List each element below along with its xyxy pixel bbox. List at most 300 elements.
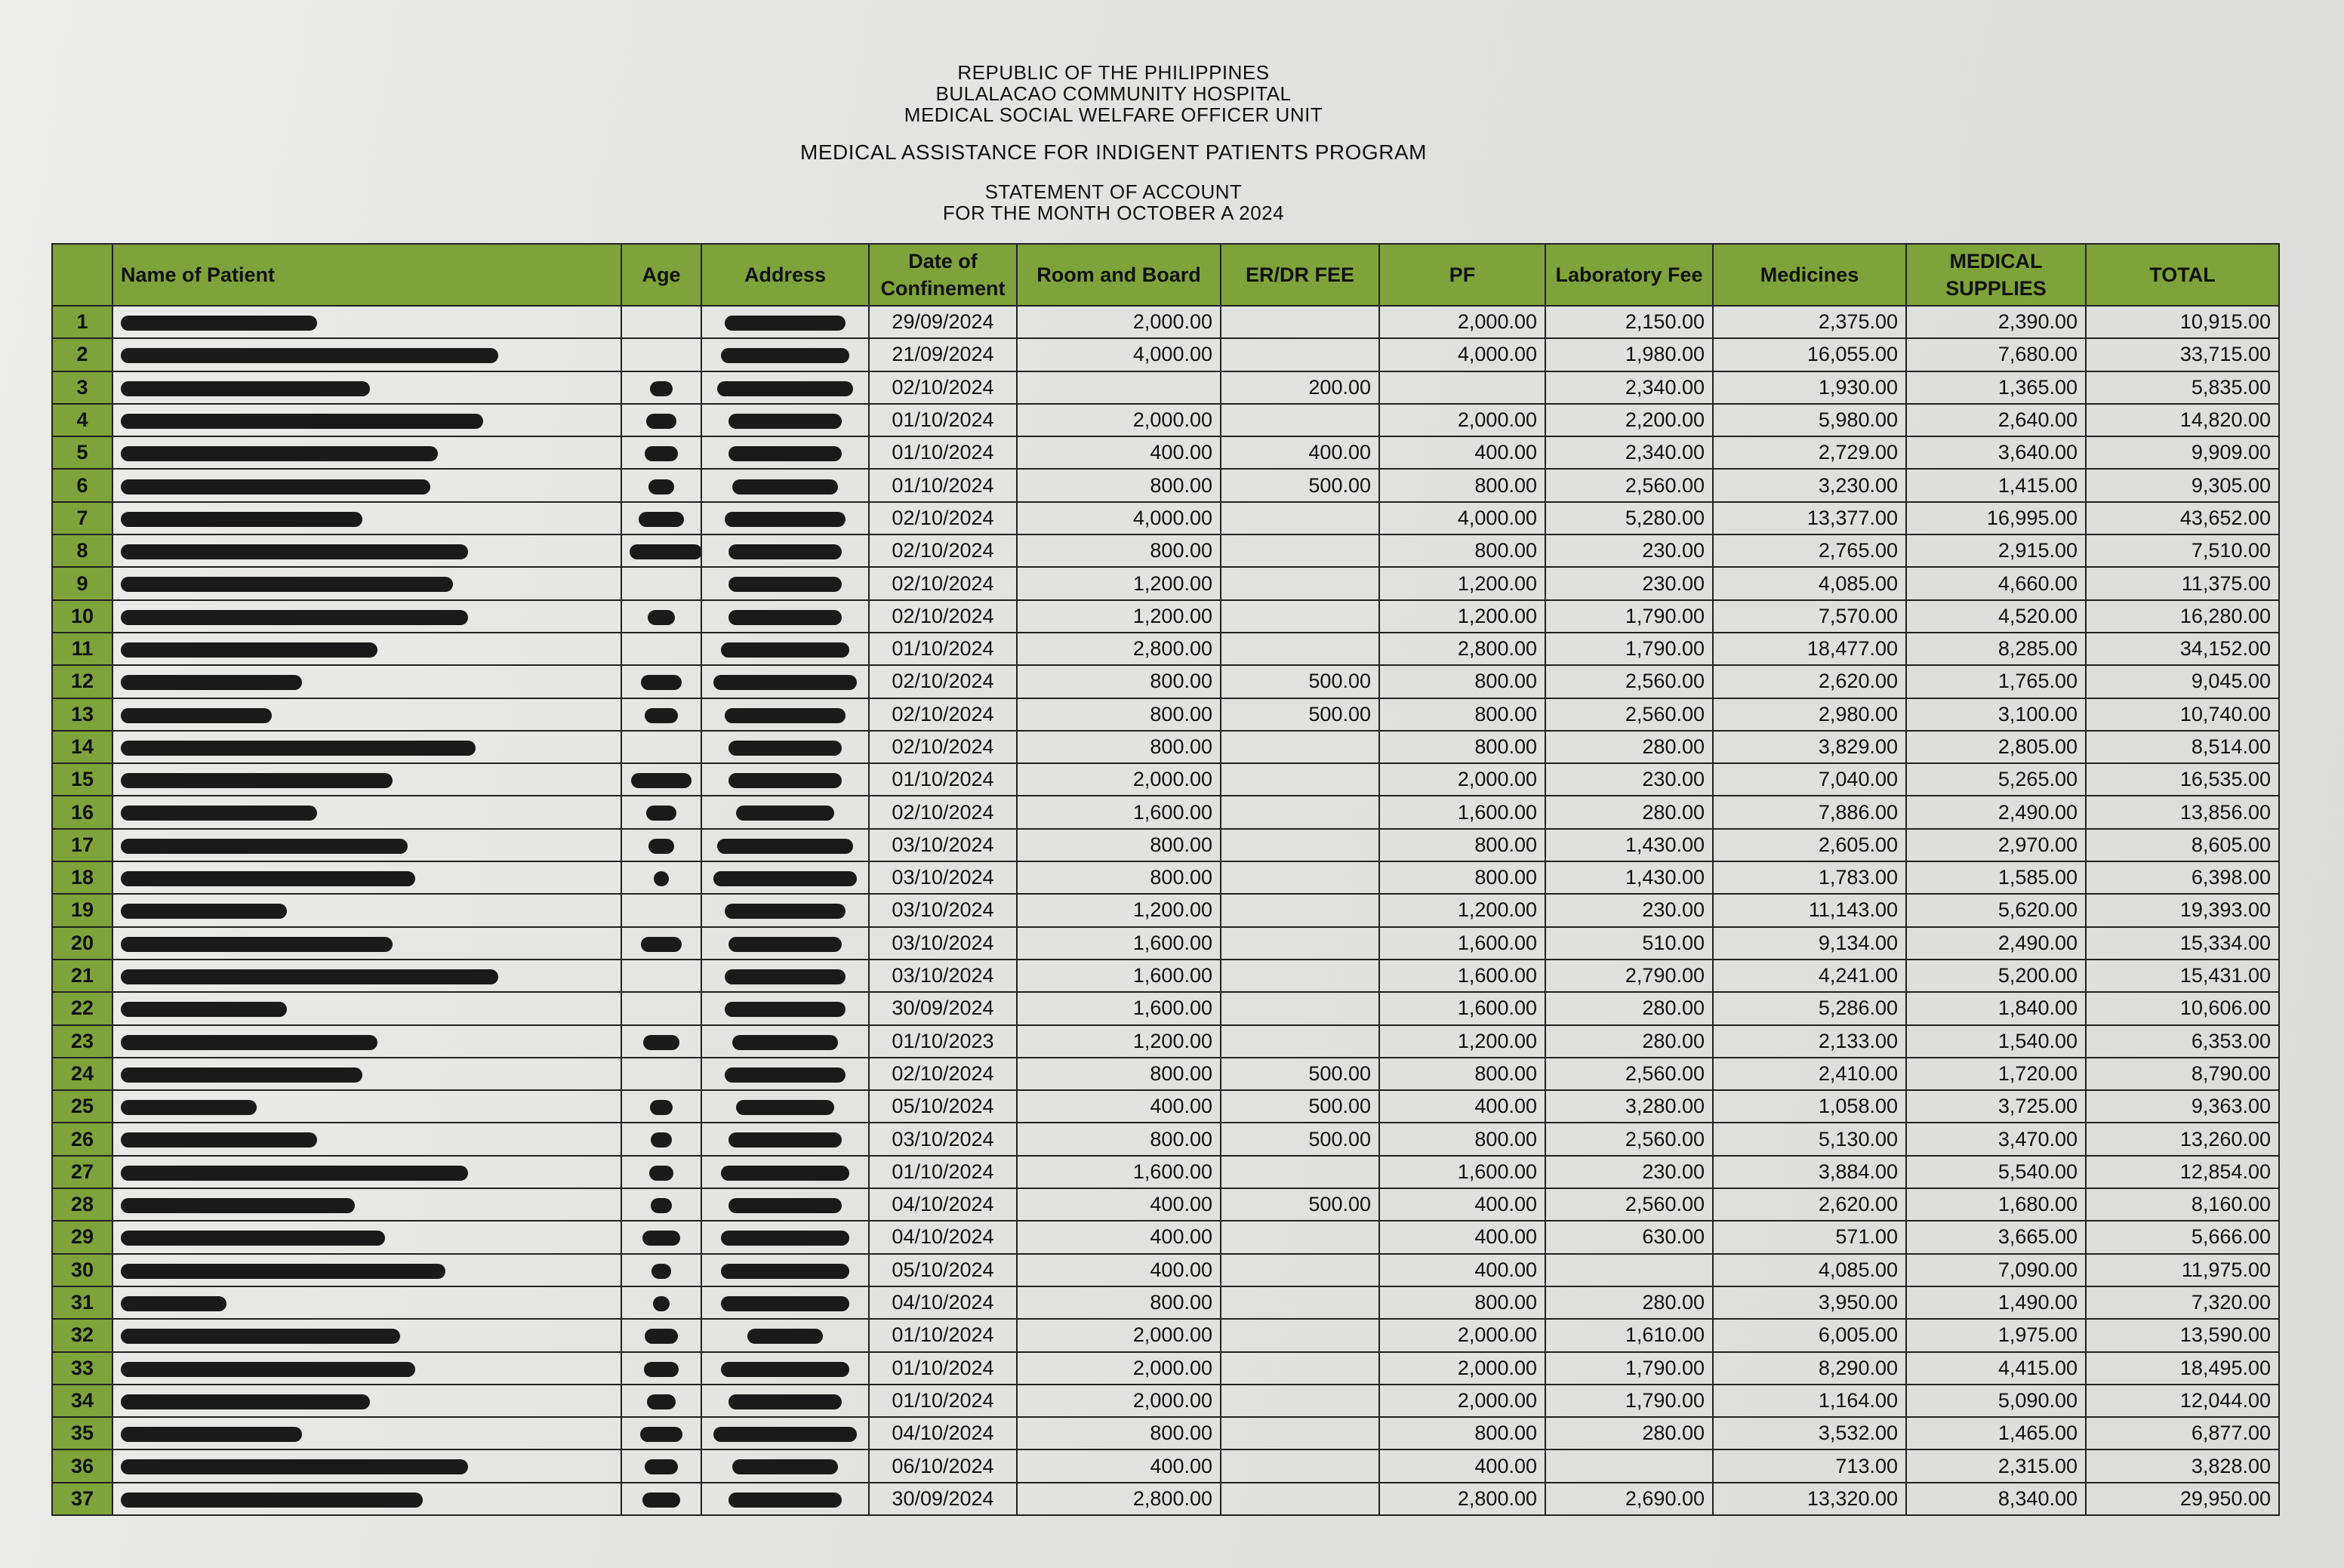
- cell-address-redacted: [701, 1385, 869, 1417]
- cell-pf: 400.00: [1379, 1449, 1545, 1482]
- cell-pf: 800.00: [1379, 731, 1545, 763]
- col-laboratory-fee: Laboratory Fee: [1545, 244, 1713, 306]
- redaction-mark: [645, 446, 678, 461]
- cell-laboratory-fee: 2,340.00: [1545, 371, 1713, 404]
- cell-address-redacted: [701, 371, 869, 404]
- cell-address-redacted: [701, 1449, 869, 1482]
- redaction-mark: [121, 446, 438, 461]
- cell-date: 01/10/2024: [869, 1352, 1017, 1385]
- cell-laboratory-fee: 280.00: [1545, 1286, 1713, 1319]
- row-number: 7: [52, 502, 112, 534]
- cell-name-redacted: [112, 698, 621, 731]
- cell-pf: 800.00: [1379, 1123, 1545, 1155]
- cell-room-and-board: 2,000.00: [1017, 404, 1221, 436]
- cell-er-dr-fee: [1221, 1449, 1379, 1482]
- cell-laboratory-fee: 2,560.00: [1545, 469, 1713, 501]
- cell-er-dr-fee: [1221, 1417, 1379, 1449]
- cell-address-redacted: [701, 861, 869, 894]
- cell-total: 6,877.00: [2086, 1417, 2279, 1449]
- header-republic: REPUBLIC OF THE PHILIPPINES: [957, 61, 1270, 84]
- cell-total: 13,260.00: [2086, 1123, 2279, 1155]
- cell-name-redacted: [112, 404, 621, 436]
- col-total: TOTAL: [2086, 244, 2279, 306]
- redaction-mark: [728, 937, 842, 952]
- row-number: 5: [52, 436, 112, 469]
- cell-medicines: 2,620.00: [1713, 665, 1906, 698]
- cell-age-redacted: [621, 1319, 701, 1351]
- cell-pf: 800.00: [1379, 534, 1545, 567]
- cell-laboratory-fee: 1,790.00: [1545, 600, 1713, 633]
- cell-total: 15,334.00: [2086, 927, 2279, 960]
- table-row: [52, 534, 2279, 567]
- row-number: 32: [52, 1319, 112, 1351]
- cell-er-dr-fee: 500.00: [1221, 1090, 1379, 1123]
- cell-age-redacted: [621, 1156, 701, 1188]
- cell-laboratory-fee: 230.00: [1545, 534, 1713, 567]
- cell-pf: 4,000.00: [1379, 338, 1545, 371]
- cell-er-dr-fee: [1221, 338, 1379, 371]
- cell-medicines: 4,241.00: [1713, 960, 1906, 992]
- cell-er-dr-fee: [1221, 894, 1379, 926]
- cell-age-redacted: [621, 1058, 701, 1090]
- cell-pf: 2,000.00: [1379, 763, 1545, 796]
- redaction-mark: [121, 1002, 287, 1017]
- table-row: [52, 1058, 2279, 1090]
- cell-er-dr-fee: [1221, 1254, 1379, 1286]
- cell-medical-supplies: 5,620.00: [1906, 894, 2086, 926]
- redaction-mark: [121, 1166, 468, 1181]
- table-row: [52, 1417, 2279, 1449]
- cell-address-redacted: [701, 436, 869, 469]
- cell-age-redacted: [621, 469, 701, 501]
- cell-medical-supplies: 2,640.00: [1906, 404, 2086, 436]
- header-hospital: BULALACAO COMMUNITY HOSPITAL: [935, 82, 1292, 105]
- cell-medicines: 713.00: [1713, 1449, 1906, 1482]
- cell-medicines: 2,410.00: [1713, 1058, 1906, 1090]
- cell-age-redacted: [621, 1254, 701, 1286]
- cell-medical-supplies: 2,915.00: [1906, 534, 2086, 567]
- cell-age-redacted: [621, 698, 701, 731]
- redaction-mark: [121, 1132, 317, 1148]
- cell-address-redacted: [701, 894, 869, 926]
- redaction-mark: [121, 871, 415, 886]
- redaction-mark: [728, 1198, 842, 1213]
- cell-pf: 2,800.00: [1379, 1483, 1545, 1515]
- cell-total: 29,950.00: [2086, 1483, 2279, 1515]
- redaction-mark: [121, 544, 468, 559]
- cell-total: 7,320.00: [2086, 1286, 2279, 1319]
- cell-age-redacted: [621, 633, 701, 665]
- cell-age-redacted: [621, 731, 701, 763]
- redaction-mark: [647, 1394, 676, 1409]
- table-row: [52, 600, 2279, 633]
- cell-er-dr-fee: [1221, 1221, 1379, 1253]
- row-number: 8: [52, 534, 112, 567]
- redaction-mark: [725, 904, 846, 919]
- cell-room-and-board: 800.00: [1017, 731, 1221, 763]
- redaction-mark: [121, 1362, 415, 1377]
- cell-pf: 4,000.00: [1379, 502, 1545, 534]
- cell-er-dr-fee: [1221, 731, 1379, 763]
- cell-medical-supplies: 4,660.00: [1906, 567, 2086, 599]
- cell-date: 01/10/2023: [869, 1025, 1017, 1058]
- table-row: [52, 633, 2279, 665]
- cell-medicines: 5,286.00: [1713, 992, 1906, 1024]
- row-number: 12: [52, 665, 112, 698]
- redaction-mark: [121, 1035, 377, 1050]
- cell-address-redacted: [701, 1319, 869, 1351]
- cell-age-redacted: [621, 1025, 701, 1058]
- cell-address-redacted: [701, 796, 869, 828]
- cell-room-and-board: 800.00: [1017, 698, 1221, 731]
- cell-age-redacted: [621, 567, 701, 599]
- redaction-mark: [643, 1035, 679, 1050]
- cell-er-dr-fee: [1221, 796, 1379, 828]
- row-number: 26: [52, 1123, 112, 1155]
- redaction-mark: [121, 773, 393, 788]
- cell-medicines: 7,886.00: [1713, 796, 1906, 828]
- cell-date: 02/10/2024: [869, 731, 1017, 763]
- cell-age-redacted: [621, 861, 701, 894]
- row-number: 24: [52, 1058, 112, 1090]
- cell-room-and-board: 2,000.00: [1017, 1352, 1221, 1385]
- cell-date: 01/10/2024: [869, 436, 1017, 469]
- cell-date: 02/10/2024: [869, 1058, 1017, 1090]
- redaction-mark: [721, 1296, 849, 1311]
- cell-name-redacted: [112, 861, 621, 894]
- redaction-mark: [121, 937, 393, 952]
- cell-address-redacted: [701, 1254, 869, 1286]
- cell-name-redacted: [112, 1286, 621, 1319]
- cell-laboratory-fee: 1,980.00: [1545, 338, 1713, 371]
- cell-name-redacted: [112, 600, 621, 633]
- cell-total: 34,152.00: [2086, 633, 2279, 665]
- cell-date: 29/09/2024: [869, 306, 1017, 338]
- cell-age-redacted: [621, 1286, 701, 1319]
- table-row: [52, 1352, 2279, 1385]
- cell-name-redacted: [112, 665, 621, 698]
- cell-room-and-board: 1,600.00: [1017, 796, 1221, 828]
- cell-room-and-board: 400.00: [1017, 1254, 1221, 1286]
- row-number: 1: [52, 306, 112, 338]
- cell-address-redacted: [701, 829, 869, 861]
- cell-date: 03/10/2024: [869, 861, 1017, 894]
- redaction-mark: [121, 675, 302, 690]
- cell-medicines: 1,930.00: [1713, 371, 1906, 404]
- cell-address-redacted: [701, 1286, 869, 1319]
- cell-laboratory-fee: 1,610.00: [1545, 1319, 1713, 1351]
- row-number: 21: [52, 960, 112, 992]
- cell-room-and-board: 4,000.00: [1017, 338, 1221, 371]
- cell-er-dr-fee: 500.00: [1221, 1123, 1379, 1155]
- cell-er-dr-fee: 200.00: [1221, 371, 1379, 404]
- cell-age-redacted: [621, 665, 701, 698]
- col-address: Address: [701, 244, 869, 306]
- cell-name-redacted: [112, 306, 621, 338]
- redaction-mark: [725, 708, 846, 723]
- cell-laboratory-fee: 1,430.00: [1545, 861, 1713, 894]
- cell-medical-supplies: 2,805.00: [1906, 731, 2086, 763]
- cell-er-dr-fee: [1221, 534, 1379, 567]
- cell-er-dr-fee: 500.00: [1221, 1058, 1379, 1090]
- cell-laboratory-fee: 2,150.00: [1545, 306, 1713, 338]
- cell-laboratory-fee: 2,560.00: [1545, 1188, 1713, 1221]
- table-row: [52, 992, 2279, 1024]
- cell-er-dr-fee: [1221, 600, 1379, 633]
- cell-medical-supplies: 16,995.00: [1906, 502, 2086, 534]
- cell-date: 04/10/2024: [869, 1188, 1017, 1221]
- row-number: 31: [52, 1286, 112, 1319]
- cell-laboratory-fee: 510.00: [1545, 927, 1713, 960]
- row-number: 6: [52, 469, 112, 501]
- cell-address-redacted: [701, 665, 869, 698]
- cell-laboratory-fee: 1,790.00: [1545, 1352, 1713, 1385]
- cell-medical-supplies: 1,415.00: [1906, 469, 2086, 501]
- cell-pf: 400.00: [1379, 1090, 1545, 1123]
- redaction-mark: [642, 1231, 680, 1246]
- table-row: [52, 338, 2279, 371]
- cell-name-redacted: [112, 1483, 621, 1515]
- cell-room-and-board: 800.00: [1017, 665, 1221, 698]
- redaction-mark: [721, 348, 849, 363]
- cell-address-redacted: [701, 567, 869, 599]
- redaction-mark: [121, 1198, 355, 1213]
- cell-age-redacted: [621, 1483, 701, 1515]
- table-row: [52, 1156, 2279, 1188]
- redaction-mark: [732, 479, 838, 494]
- table-row: [52, 436, 2279, 469]
- cell-date: 03/10/2024: [869, 829, 1017, 861]
- cell-total: 13,856.00: [2086, 796, 2279, 828]
- redaction-mark: [639, 512, 684, 527]
- cell-name-redacted: [112, 1417, 621, 1449]
- redaction-mark: [121, 741, 476, 756]
- cell-name-redacted: [112, 960, 621, 992]
- redaction-mark: [644, 1362, 679, 1377]
- cell-address-redacted: [701, 960, 869, 992]
- cell-age-redacted: [621, 338, 701, 371]
- row-number: 18: [52, 861, 112, 894]
- cell-medicines: 13,377.00: [1713, 502, 1906, 534]
- cell-age-redacted: [621, 1352, 701, 1385]
- table-row: [52, 894, 2279, 926]
- redaction-mark: [651, 1132, 672, 1148]
- cell-total: 18,495.00: [2086, 1352, 2279, 1385]
- cell-total: 11,975.00: [2086, 1254, 2279, 1286]
- cell-total: 10,915.00: [2086, 306, 2279, 338]
- redaction-mark: [725, 512, 846, 527]
- cell-er-dr-fee: [1221, 1025, 1379, 1058]
- statement-table: [51, 243, 2280, 1516]
- cell-medical-supplies: 1,765.00: [1906, 665, 2086, 698]
- cell-room-and-board: 400.00: [1017, 436, 1221, 469]
- cell-total: 33,715.00: [2086, 338, 2279, 371]
- cell-age-redacted: [621, 404, 701, 436]
- cell-total: 19,393.00: [2086, 894, 2279, 926]
- cell-date: 06/10/2024: [869, 1449, 1017, 1482]
- cell-name-redacted: [112, 796, 621, 828]
- cell-total: 14,820.00: [2086, 404, 2279, 436]
- redaction-mark: [725, 969, 846, 984]
- redaction-mark: [728, 1132, 842, 1148]
- cell-age-redacted: [621, 1188, 701, 1221]
- cell-medicines: 6,005.00: [1713, 1319, 1906, 1351]
- redaction-mark: [121, 512, 362, 527]
- redaction-mark: [121, 479, 430, 494]
- cell-room-and-board: 1,200.00: [1017, 1025, 1221, 1058]
- cell-er-dr-fee: [1221, 927, 1379, 960]
- redaction-mark: [121, 1296, 226, 1311]
- redaction-mark: [121, 642, 377, 658]
- cell-pf: 1,600.00: [1379, 1156, 1545, 1188]
- row-number: 9: [52, 567, 112, 599]
- cell-medical-supplies: 3,725.00: [1906, 1090, 2086, 1123]
- cell-total: 8,514.00: [2086, 731, 2279, 763]
- cell-age-redacted: [621, 1221, 701, 1253]
- cell-laboratory-fee: 230.00: [1545, 567, 1713, 599]
- cell-laboratory-fee: 3,280.00: [1545, 1090, 1713, 1123]
- col-pf: PF: [1379, 244, 1545, 306]
- redaction-mark: [728, 1394, 842, 1409]
- cell-pf: 1,600.00: [1379, 992, 1545, 1024]
- redaction-mark: [728, 610, 842, 625]
- row-number: 33: [52, 1352, 112, 1385]
- cell-address-redacted: [701, 338, 869, 371]
- redaction-mark: [717, 381, 853, 396]
- redaction-mark: [121, 806, 317, 821]
- cell-address-redacted: [701, 1058, 869, 1090]
- cell-medicines: 3,950.00: [1713, 1286, 1906, 1319]
- table-row: [52, 861, 2279, 894]
- table-row: [52, 1221, 2279, 1253]
- table-row: [52, 665, 2279, 698]
- redaction-mark: [631, 773, 691, 788]
- cell-room-and-board: 800.00: [1017, 829, 1221, 861]
- cell-date: 04/10/2024: [869, 1221, 1017, 1253]
- cell-date: 02/10/2024: [869, 534, 1017, 567]
- cell-medical-supplies: 1,540.00: [1906, 1025, 2086, 1058]
- cell-er-dr-fee: [1221, 633, 1379, 665]
- cell-room-and-board: 2,800.00: [1017, 633, 1221, 665]
- cell-pf: 400.00: [1379, 1254, 1545, 1286]
- table-row: [52, 1254, 2279, 1286]
- cell-date: 03/10/2024: [869, 927, 1017, 960]
- cell-date: 03/10/2024: [869, 1123, 1017, 1155]
- cell-age-redacted: [621, 1417, 701, 1449]
- cell-laboratory-fee: 230.00: [1545, 894, 1713, 926]
- row-number: 19: [52, 894, 112, 926]
- cell-laboratory-fee: [1545, 1254, 1713, 1286]
- cell-total: 6,353.00: [2086, 1025, 2279, 1058]
- cell-medicines: 1,164.00: [1713, 1385, 1906, 1417]
- redaction-mark: [732, 1035, 838, 1050]
- cell-age-redacted: [621, 534, 701, 567]
- cell-medical-supplies: 4,415.00: [1906, 1352, 2086, 1385]
- table-row: [52, 371, 2279, 404]
- table-row: [52, 927, 2279, 960]
- cell-medicines: 2,729.00: [1713, 436, 1906, 469]
- cell-date: 02/10/2024: [869, 502, 1017, 534]
- row-number: 13: [52, 698, 112, 731]
- row-number: 35: [52, 1417, 112, 1449]
- cell-laboratory-fee: 280.00: [1545, 1417, 1713, 1449]
- cell-medical-supplies: 5,540.00: [1906, 1156, 2086, 1188]
- cell-medical-supplies: 1,465.00: [1906, 1417, 2086, 1449]
- cell-date: 21/09/2024: [869, 338, 1017, 371]
- cell-laboratory-fee: 2,790.00: [1545, 960, 1713, 992]
- cell-name-redacted: [112, 829, 621, 861]
- cell-name-redacted: [112, 436, 621, 469]
- cell-date: 04/10/2024: [869, 1286, 1017, 1319]
- redaction-mark: [121, 1427, 302, 1442]
- cell-medical-supplies: 2,970.00: [1906, 829, 2086, 861]
- cell-name-redacted: [112, 1449, 621, 1482]
- cell-medicines: 3,884.00: [1713, 1156, 1906, 1188]
- table-row: [52, 502, 2279, 534]
- redaction-mark: [713, 871, 857, 886]
- table-row: [52, 1483, 2279, 1515]
- cell-age-redacted: [621, 763, 701, 796]
- cell-name-redacted: [112, 567, 621, 599]
- header-program: MEDICAL ASSISTANCE FOR INDIGENT PATIENTS PROGRAM: [800, 140, 1427, 164]
- cell-medicines: 3,230.00: [1713, 469, 1906, 501]
- cell-medicines: 5,980.00: [1713, 404, 1906, 436]
- cell-total: 9,909.00: [2086, 436, 2279, 469]
- cell-pf: 400.00: [1379, 436, 1545, 469]
- cell-name-redacted: [112, 502, 621, 534]
- cell-total: 10,606.00: [2086, 992, 2279, 1024]
- cell-medicines: 2,375.00: [1713, 306, 1906, 338]
- cell-total: 8,605.00: [2086, 829, 2279, 861]
- redaction-mark: [121, 1329, 400, 1344]
- cell-medical-supplies: 3,665.00: [1906, 1221, 2086, 1253]
- cell-room-and-board: 1,600.00: [1017, 927, 1221, 960]
- cell-laboratory-fee: 230.00: [1545, 1156, 1713, 1188]
- cell-medical-supplies: 1,680.00: [1906, 1188, 2086, 1221]
- redaction-mark: [121, 414, 483, 429]
- cell-date: 02/10/2024: [869, 796, 1017, 828]
- cell-medical-supplies: 5,090.00: [1906, 1385, 2086, 1417]
- col-medicines: Medicines: [1713, 244, 1906, 306]
- redaction-mark: [121, 1493, 423, 1508]
- cell-age-redacted: [621, 894, 701, 926]
- redaction-mark: [646, 806, 676, 821]
- redaction-mark: [725, 1002, 846, 1017]
- cell-laboratory-fee: 2,340.00: [1545, 436, 1713, 469]
- cell-date: 02/10/2024: [869, 371, 1017, 404]
- cell-age-redacted: [621, 436, 701, 469]
- cell-address-redacted: [701, 1156, 869, 1188]
- cell-pf: 2,000.00: [1379, 404, 1545, 436]
- cell-laboratory-fee: 1,790.00: [1545, 633, 1713, 665]
- cell-room-and-board: 2,800.00: [1017, 1483, 1221, 1515]
- redaction-mark: [728, 577, 842, 592]
- redaction-mark: [650, 1100, 673, 1115]
- cell-address-redacted: [701, 306, 869, 338]
- cell-medicines: 9,134.00: [1713, 927, 1906, 960]
- redaction-mark: [641, 675, 682, 690]
- cell-total: 12,854.00: [2086, 1156, 2279, 1188]
- cell-age-redacted: [621, 960, 701, 992]
- cell-medicines: 1,783.00: [1713, 861, 1906, 894]
- cell-pf: 800.00: [1379, 829, 1545, 861]
- cell-medical-supplies: 1,975.00: [1906, 1319, 2086, 1351]
- cell-address-redacted: [701, 1123, 869, 1155]
- redaction-mark: [650, 381, 673, 396]
- cell-room-and-board: 400.00: [1017, 1221, 1221, 1253]
- table-row: [52, 1025, 2279, 1058]
- cell-er-dr-fee: 500.00: [1221, 665, 1379, 698]
